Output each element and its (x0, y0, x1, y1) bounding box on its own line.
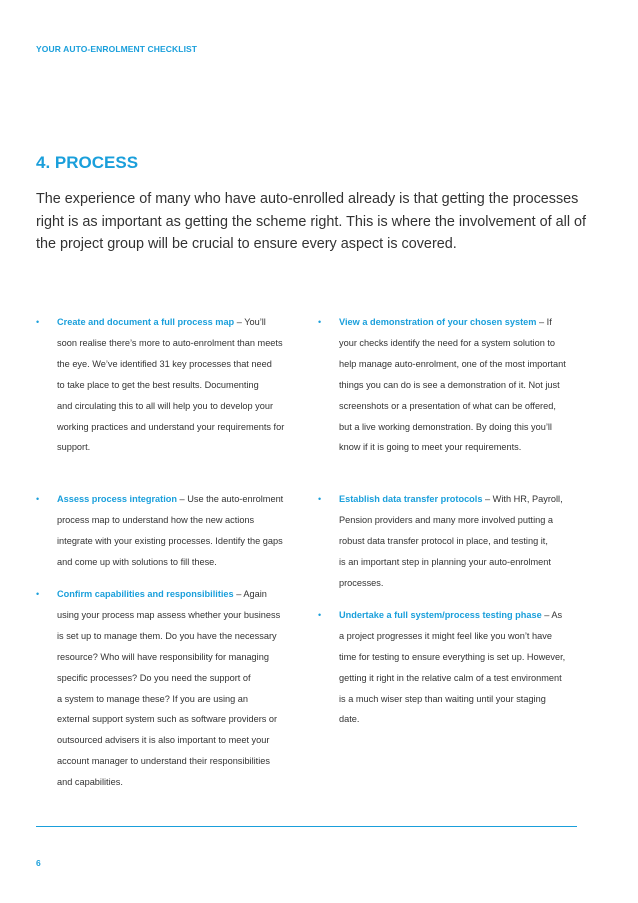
item-text: getting it right in the relative calm of a test environment (339, 672, 562, 683)
item-text: – Use the auto-enrolment (177, 494, 284, 505)
item-text: things you can do is see a demonstration of it. Not just (339, 379, 560, 390)
page-number: 6 (36, 858, 41, 868)
item-text: processes. (339, 577, 384, 588)
item-text: – You’ll (234, 317, 266, 327)
checklist-item (318, 489, 563, 594)
bullet-icon: • (318, 317, 322, 327)
item-text: – As (541, 609, 563, 620)
bullet-icon: • (318, 494, 322, 505)
item-lead: Undertake a full system/process testing phase (339, 609, 542, 620)
item-text: using your process map assess whether your business (57, 609, 281, 620)
section-title: 4. PROCESS (36, 153, 139, 172)
running-header: YOUR AUTO-ENROLMENT CHECKLIST (36, 44, 198, 54)
item-text: process map to understand how the new actions (57, 515, 255, 526)
section-intro: The experience of many who have auto-enrolled already is that getting the processes right is as important as getting the scheme right. This is where the involvement of all of the project group will be crucial to ensure every aspect is covered. (36, 191, 587, 253)
footer-divider (36, 826, 577, 827)
item-lead: Create and document a full process map (57, 317, 235, 327)
item-text: integrate with your existing processes. Identify the gaps (57, 536, 283, 547)
item-lead: Assess process integration (57, 494, 177, 505)
bullet-icon: • (36, 317, 40, 327)
item-text: working practices and understand your requirements for (57, 421, 285, 432)
item-text: resource? Who will have responsibility for managing (57, 651, 269, 662)
item-text: but a live working demonstration. By doing this you’ll (339, 421, 552, 432)
bullet-icon: • (36, 588, 40, 599)
item-text: support. (57, 442, 91, 453)
item-text: and capabilities. (57, 777, 123, 788)
left-column (36, 312, 285, 793)
checklist-item (36, 312, 285, 458)
item-text: – If (536, 317, 552, 327)
checklist-item (36, 489, 284, 573)
item-text: screenshots or a presentation of what can be offered, (339, 400, 556, 411)
checklist-item (318, 605, 566, 730)
item-text: to take place to get the best results. Documenting (57, 379, 259, 390)
bullet-icon: • (36, 494, 40, 505)
item-lead: Establish data transfer protocols (339, 494, 483, 505)
item-text: a project progresses it might feel like you won’t have (339, 630, 552, 641)
item-text: robust data transfer protocol in place, and testing it, (339, 536, 548, 547)
item-text: account manager to understand their responsibilities (57, 756, 270, 767)
item-text: is a much wiser step than waiting until your staging (339, 693, 546, 704)
right-column (318, 312, 566, 730)
item-text: time for testing to ensure everything is set up. However, (339, 651, 566, 662)
item-text: and circulating this to all will help you to develop your (57, 400, 274, 411)
item-text: outsourced advisers it is also important to meet your (57, 735, 270, 746)
item-text: the eye. We’ve identified 31 key processes that need (57, 358, 272, 369)
bullet-icon: • (318, 609, 322, 620)
item-text: know if it is going to meet your requirements. (339, 442, 522, 453)
item-text: is set up to manage them. Do you have the necessary (57, 630, 277, 641)
item-text: external support system such as software providers or (57, 714, 278, 725)
checklist-item (36, 584, 281, 793)
item-text: your checks identify the need for a system solution to (339, 337, 556, 348)
item-text: soon realise there’s more to auto-enrolment than meets (57, 337, 283, 348)
checklist-item (318, 312, 566, 458)
item-text: specific processes? Do you need the support of (57, 672, 251, 683)
item-lead: Confirm capabilities and responsibilities (57, 588, 234, 599)
item-text: a system to manage these? If you are using an (57, 693, 249, 704)
item-text: help manage auto-enrolment, one of the most important (339, 358, 566, 369)
item-text: – Again (233, 588, 267, 599)
item-text: date. (339, 714, 360, 725)
item-text: is an important step in planning your auto-enrolment (339, 557, 551, 568)
item-text: – With HR, Payroll, (482, 494, 563, 505)
item-lead: View a demonstration of your chosen system (339, 317, 537, 327)
item-text: Pension providers and many more involved putting a (339, 515, 553, 526)
item-text: and come up with solutions to fill these. (57, 557, 217, 568)
